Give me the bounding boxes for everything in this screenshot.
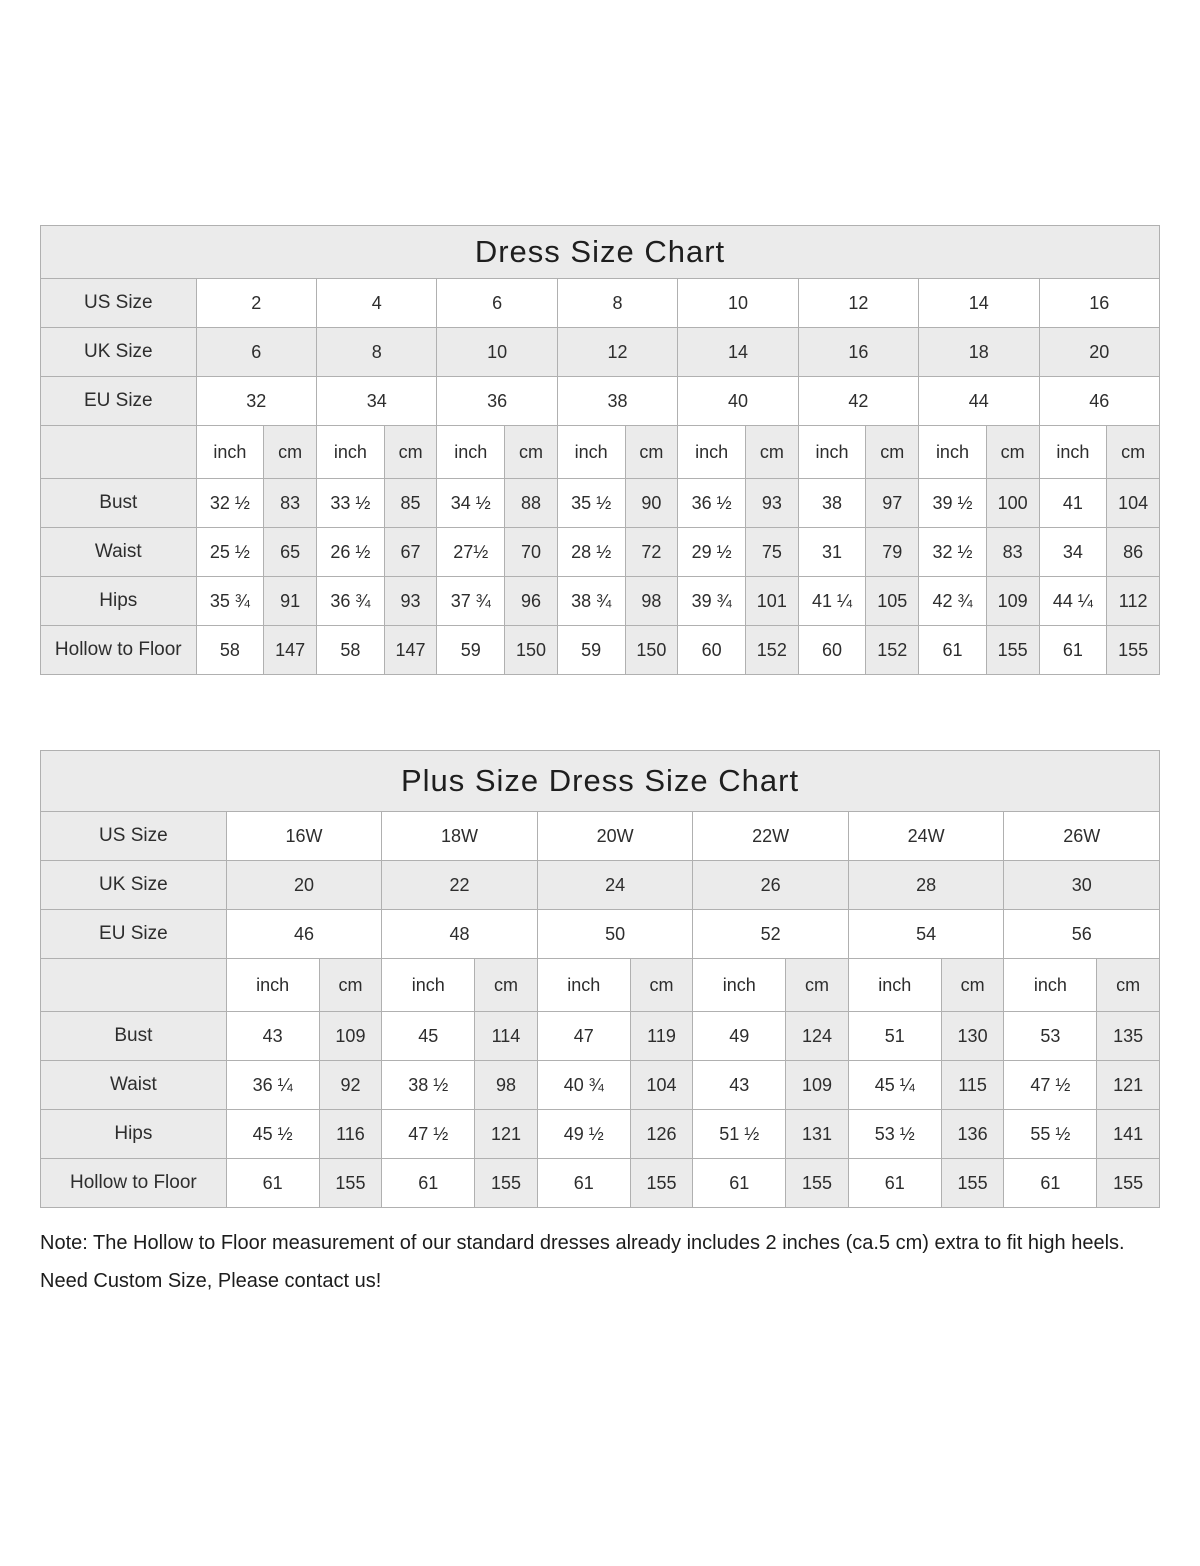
measure-inch-value: 32 ½ xyxy=(196,479,264,528)
measure-inch-value: 27½ xyxy=(437,528,505,577)
measure-row xyxy=(41,577,1160,626)
size-value: 10 xyxy=(437,328,557,377)
measure-cm-value: 83 xyxy=(986,528,1039,577)
measure-cm-value: 116 xyxy=(319,1110,382,1159)
size-row xyxy=(41,328,1160,377)
row-label: Hollow to Floor xyxy=(41,1159,227,1208)
measure-inch-value: 36 ¼ xyxy=(226,1061,319,1110)
size-value: 18W xyxy=(382,812,538,861)
unit-cm-header: cm xyxy=(866,426,919,479)
chart-title-row xyxy=(41,751,1160,812)
measure-inch-value: 61 xyxy=(382,1159,475,1208)
measure-row xyxy=(41,528,1160,577)
size-value: 6 xyxy=(437,279,557,328)
measure-cm-value: 98 xyxy=(475,1061,538,1110)
measure-cm-value: 67 xyxy=(384,528,437,577)
measure-row xyxy=(41,1061,1160,1110)
measure-inch-value: 41 xyxy=(1039,479,1107,528)
measure-inch-value: 60 xyxy=(798,626,866,675)
size-row xyxy=(41,910,1160,959)
note-line-custom-size: Need Custom Size, Please contact us! xyxy=(40,1270,382,1292)
measure-row xyxy=(41,1110,1160,1159)
size-value: 8 xyxy=(557,279,677,328)
size-value: 30 xyxy=(1004,861,1160,910)
size-row xyxy=(41,812,1160,861)
size-value: 16W xyxy=(226,812,382,861)
measure-inch-value: 61 xyxy=(919,626,987,675)
measure-inch-value: 58 xyxy=(317,626,385,675)
unit-inch-header: inch xyxy=(537,959,630,1012)
unit-cm-header: cm xyxy=(505,426,558,479)
measure-inch-value: 36 ½ xyxy=(678,479,746,528)
row-label: US Size xyxy=(41,812,227,861)
row-label: UK Size xyxy=(41,328,197,377)
measure-inch-value: 43 xyxy=(693,1061,786,1110)
measure-inch-value: 45 xyxy=(382,1012,475,1061)
size-value: 22 xyxy=(382,861,538,910)
measure-cm-value: 115 xyxy=(941,1061,1004,1110)
unit-inch-header: inch xyxy=(798,426,866,479)
unit-cm-header: cm xyxy=(264,426,317,479)
size-value: 34 xyxy=(317,377,437,426)
unit-cm-header: cm xyxy=(986,426,1039,479)
measure-inch-value: 38 ¾ xyxy=(557,577,625,626)
measure-inch-value: 61 xyxy=(693,1159,786,1208)
measure-cm-value: 155 xyxy=(786,1159,849,1208)
size-value: 12 xyxy=(557,328,677,377)
measure-cm-value: 136 xyxy=(941,1110,1004,1159)
row-label: UK Size xyxy=(41,861,227,910)
measure-inch-value: 25 ½ xyxy=(196,528,264,577)
size-value: 28 xyxy=(848,861,1004,910)
unit-inch-header: inch xyxy=(1004,959,1097,1012)
measure-row xyxy=(41,1159,1160,1208)
unit-inch-header: inch xyxy=(196,426,264,479)
measure-cm-value: 131 xyxy=(786,1110,849,1159)
measure-cm-value: 79 xyxy=(866,528,919,577)
size-value: 50 xyxy=(537,910,693,959)
measure-cm-value: 121 xyxy=(475,1110,538,1159)
measure-inch-value: 49 ½ xyxy=(537,1110,630,1159)
unit-inch-header: inch xyxy=(678,426,746,479)
measure-cm-value: 104 xyxy=(630,1061,693,1110)
row-label: Waist xyxy=(41,1061,227,1110)
size-value: 16 xyxy=(1039,279,1159,328)
measure-cm-value: 100 xyxy=(986,479,1039,528)
row-label: Hollow to Floor xyxy=(41,626,197,675)
measure-inch-value: 47 xyxy=(537,1012,630,1061)
dress-size-chart-table xyxy=(40,225,1160,675)
measure-cm-value: 97 xyxy=(866,479,919,528)
measure-inch-value: 53 ½ xyxy=(848,1110,941,1159)
unit-cm-header: cm xyxy=(625,426,678,479)
unit-cm-header: cm xyxy=(475,959,538,1012)
measure-inch-value: 34 xyxy=(1039,528,1107,577)
measure-cm-value: 119 xyxy=(630,1012,693,1061)
measure-cm-value: 150 xyxy=(625,626,678,675)
measure-cm-value: 72 xyxy=(625,528,678,577)
row-label: EU Size xyxy=(41,910,227,959)
unit-inch-header: inch xyxy=(317,426,385,479)
unit-header-row xyxy=(41,959,1160,1012)
size-value: 4 xyxy=(317,279,437,328)
measure-inch-value: 32 ½ xyxy=(919,528,987,577)
measure-cm-value: 155 xyxy=(986,626,1039,675)
size-value: 46 xyxy=(226,910,382,959)
measure-cm-value: 70 xyxy=(505,528,558,577)
size-value: 44 xyxy=(919,377,1039,426)
measure-inch-value: 36 ¾ xyxy=(317,577,385,626)
measure-inch-value: 38 xyxy=(798,479,866,528)
unit-inch-header: inch xyxy=(848,959,941,1012)
size-value: 14 xyxy=(919,279,1039,328)
size-value: 32 xyxy=(196,377,316,426)
measure-row xyxy=(41,626,1160,675)
measure-cm-value: 75 xyxy=(745,528,798,577)
chart-title: Dress Size Chart xyxy=(41,226,1160,279)
row-label: Bust xyxy=(41,1012,227,1061)
measure-cm-value: 150 xyxy=(505,626,558,675)
measure-cm-value: 101 xyxy=(745,577,798,626)
measure-inch-value: 58 xyxy=(196,626,264,675)
measure-cm-value: 91 xyxy=(264,577,317,626)
size-value: 2 xyxy=(196,279,316,328)
measure-cm-value: 109 xyxy=(986,577,1039,626)
measure-inch-value: 45 ¼ xyxy=(848,1061,941,1110)
size-row xyxy=(41,861,1160,910)
row-label: Hips xyxy=(41,577,197,626)
measure-cm-value: 152 xyxy=(745,626,798,675)
measure-inch-value: 39 ¾ xyxy=(678,577,746,626)
measure-cm-value: 90 xyxy=(625,479,678,528)
measure-inch-value: 29 ½ xyxy=(678,528,746,577)
measure-cm-value: 96 xyxy=(505,577,558,626)
size-value: 12 xyxy=(798,279,918,328)
size-value: 54 xyxy=(848,910,1004,959)
unit-cm-header: cm xyxy=(1097,959,1160,1012)
row-label: EU Size xyxy=(41,377,197,426)
measure-inch-value: 61 xyxy=(226,1159,319,1208)
unit-inch-header: inch xyxy=(226,959,319,1012)
size-value: 20 xyxy=(226,861,382,910)
size-value: 26W xyxy=(1004,812,1160,861)
measure-inch-value: 35 ½ xyxy=(557,479,625,528)
measure-inch-value: 47 ½ xyxy=(382,1110,475,1159)
measure-cm-value: 155 xyxy=(630,1159,693,1208)
note-text xyxy=(40,1224,1160,1300)
measure-cm-value: 152 xyxy=(866,626,919,675)
size-value: 6 xyxy=(196,328,316,377)
row-label: Waist xyxy=(41,528,197,577)
size-value: 36 xyxy=(437,377,557,426)
measure-inch-value: 38 ½ xyxy=(382,1061,475,1110)
measure-cm-value: 105 xyxy=(866,577,919,626)
unit-cm-header: cm xyxy=(941,959,1004,1012)
size-value: 26 xyxy=(693,861,849,910)
measure-inch-value: 51 xyxy=(848,1012,941,1061)
size-value: 38 xyxy=(557,377,677,426)
size-value: 24W xyxy=(848,812,1004,861)
size-value: 24 xyxy=(537,861,693,910)
measure-cm-value: 155 xyxy=(475,1159,538,1208)
size-value: 40 xyxy=(678,377,798,426)
measure-inch-value: 49 xyxy=(693,1012,786,1061)
measure-inch-value: 35 ¾ xyxy=(196,577,264,626)
measure-cm-value: 155 xyxy=(1107,626,1160,675)
measure-inch-value: 39 ½ xyxy=(919,479,987,528)
measure-cm-value: 112 xyxy=(1107,577,1160,626)
size-row xyxy=(41,377,1160,426)
measure-cm-value: 126 xyxy=(630,1110,693,1159)
measure-cm-value: 83 xyxy=(264,479,317,528)
measure-cm-value: 86 xyxy=(1107,528,1160,577)
measure-inch-value: 53 xyxy=(1004,1012,1097,1061)
measure-cm-value: 135 xyxy=(1097,1012,1160,1061)
measure-cm-value: 121 xyxy=(1097,1061,1160,1110)
unit-inch-header: inch xyxy=(437,426,505,479)
measure-inch-value: 42 ¾ xyxy=(919,577,987,626)
unit-inch-header: inch xyxy=(919,426,987,479)
measure-cm-value: 85 xyxy=(384,479,437,528)
size-value: 42 xyxy=(798,377,918,426)
measure-inch-value: 40 ¾ xyxy=(537,1061,630,1110)
measure-cm-value: 92 xyxy=(319,1061,382,1110)
measure-inch-value: 61 xyxy=(537,1159,630,1208)
measure-cm-value: 147 xyxy=(384,626,437,675)
row-label: Bust xyxy=(41,479,197,528)
measure-inch-value: 59 xyxy=(437,626,505,675)
unit-cm-header: cm xyxy=(786,959,849,1012)
measure-cm-value: 114 xyxy=(475,1012,538,1061)
unit-cm-header: cm xyxy=(384,426,437,479)
size-value: 16 xyxy=(798,328,918,377)
measure-inch-value: 47 ½ xyxy=(1004,1061,1097,1110)
unit-cm-header: cm xyxy=(319,959,382,1012)
size-value: 56 xyxy=(1004,910,1160,959)
measure-cm-value: 141 xyxy=(1097,1110,1160,1159)
measure-cm-value: 155 xyxy=(1097,1159,1160,1208)
measure-cm-value: 155 xyxy=(941,1159,1004,1208)
measure-inch-value: 51 ½ xyxy=(693,1110,786,1159)
measure-cm-value: 98 xyxy=(625,577,678,626)
measure-inch-value: 41 ¼ xyxy=(798,577,866,626)
unit-inch-header: inch xyxy=(557,426,625,479)
measure-inch-value: 44 ¼ xyxy=(1039,577,1107,626)
measure-inch-value: 31 xyxy=(798,528,866,577)
measure-inch-value: 61 xyxy=(1039,626,1107,675)
measure-inch-value: 61 xyxy=(848,1159,941,1208)
unit-inch-header: inch xyxy=(693,959,786,1012)
measure-cm-value: 65 xyxy=(264,528,317,577)
unit-inch-header: inch xyxy=(1039,426,1107,479)
measure-inch-value: 55 ½ xyxy=(1004,1110,1097,1159)
size-value: 10 xyxy=(678,279,798,328)
size-value: 14 xyxy=(678,328,798,377)
chart-title-row xyxy=(41,226,1160,279)
measure-cm-value: 155 xyxy=(319,1159,382,1208)
measure-cm-value: 104 xyxy=(1107,479,1160,528)
measure-inch-value: 37 ¾ xyxy=(437,577,505,626)
measure-inch-value: 60 xyxy=(678,626,746,675)
note-line-hollow-to-floor: Note: The Hollow to Floor measurement of our standard dresses already includes 2 inches (ca.5 cm) extra to fit high heels. xyxy=(40,1232,1125,1254)
row-label: Hips xyxy=(41,1110,227,1159)
size-value: 18 xyxy=(919,328,1039,377)
measure-inch-value: 61 xyxy=(1004,1159,1097,1208)
measure-inch-value: 26 ½ xyxy=(317,528,385,577)
unit-corner-cell xyxy=(41,426,197,479)
row-label: US Size xyxy=(41,279,197,328)
measure-cm-value: 88 xyxy=(505,479,558,528)
unit-header-row xyxy=(41,426,1160,479)
chart-title: Plus Size Dress Size Chart xyxy=(41,751,1160,812)
size-value: 48 xyxy=(382,910,538,959)
measure-cm-value: 93 xyxy=(384,577,437,626)
plus-size-dress-chart-table xyxy=(40,750,1160,1208)
unit-cm-header: cm xyxy=(630,959,693,1012)
measure-cm-value: 130 xyxy=(941,1012,1004,1061)
measure-row xyxy=(41,479,1160,528)
unit-inch-header: inch xyxy=(382,959,475,1012)
size-value: 52 xyxy=(693,910,849,959)
size-value: 46 xyxy=(1039,377,1159,426)
unit-corner-cell xyxy=(41,959,227,1012)
measure-inch-value: 28 ½ xyxy=(557,528,625,577)
unit-cm-header: cm xyxy=(1107,426,1160,479)
size-value: 20W xyxy=(537,812,693,861)
measure-cm-value: 109 xyxy=(319,1012,382,1061)
size-value: 20 xyxy=(1039,328,1159,377)
measure-inch-value: 34 ½ xyxy=(437,479,505,528)
size-value: 8 xyxy=(317,328,437,377)
measure-inch-value: 43 xyxy=(226,1012,319,1061)
size-value: 22W xyxy=(693,812,849,861)
measure-inch-value: 59 xyxy=(557,626,625,675)
measure-inch-value: 45 ½ xyxy=(226,1110,319,1159)
measure-cm-value: 147 xyxy=(264,626,317,675)
measure-row xyxy=(41,1012,1160,1061)
measure-inch-value: 33 ½ xyxy=(317,479,385,528)
unit-cm-header: cm xyxy=(745,426,798,479)
measure-cm-value: 93 xyxy=(745,479,798,528)
measure-cm-value: 109 xyxy=(786,1061,849,1110)
size-row xyxy=(41,279,1160,328)
measure-cm-value: 124 xyxy=(786,1012,849,1061)
